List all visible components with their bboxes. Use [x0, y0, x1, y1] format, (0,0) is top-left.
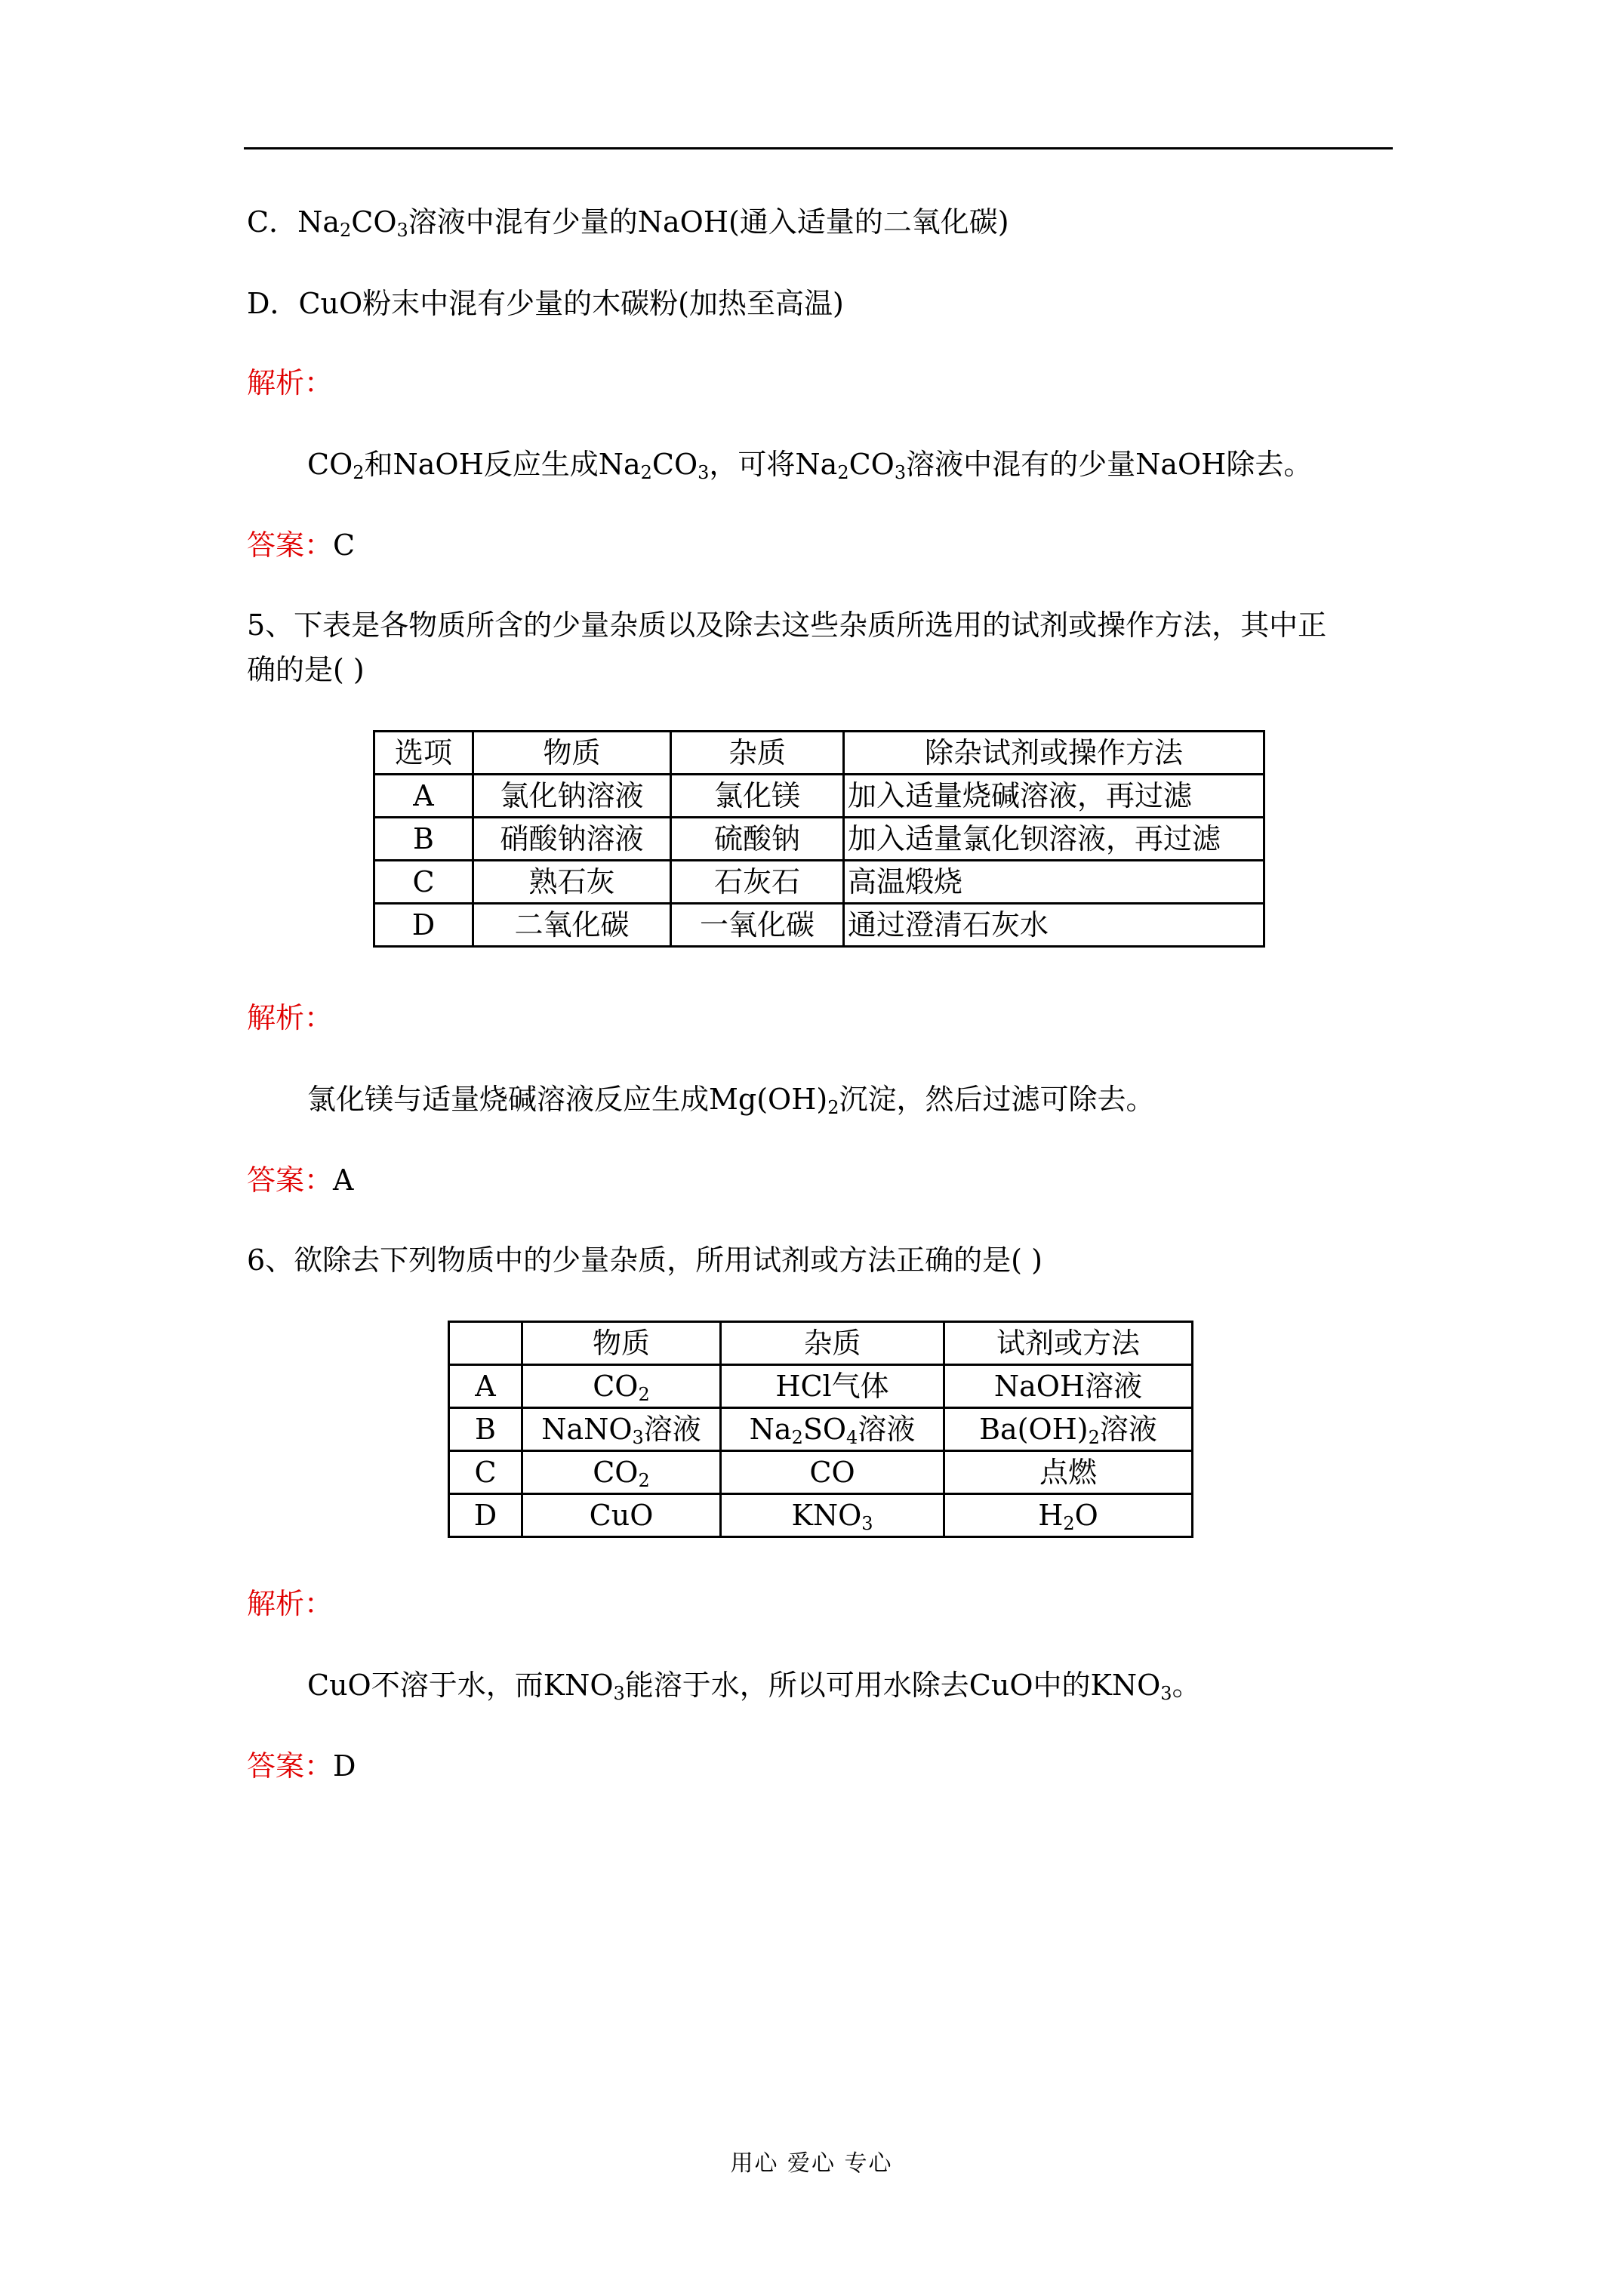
- q5-analysis-text: 氯化镁与适量烧碱溶液反应生成$Mg(OH)_2$沉淀，然后过滤可除去。: [307, 1083, 1155, 1118]
- table-cell: 熟石灰: [473, 861, 671, 904]
- q6-stem: 6、欲除去下列物质中的少量杂质，所用试剂或方法正确的是( ): [247, 1244, 1042, 1277]
- table-row: [449, 1451, 1193, 1494]
- q6-answer: 答案：D: [247, 1749, 356, 1783]
- table-cell: $H_2O$: [944, 1494, 1193, 1537]
- table-cell: 加入适量烧碱溶液，再过滤: [844, 775, 1264, 818]
- table-row: [374, 775, 1264, 818]
- table-row: [449, 1408, 1193, 1451]
- table-cell: NaNO$_3$溶液: [522, 1408, 721, 1451]
- table-cell: 硝酸钠溶液: [473, 818, 671, 861]
- q5-answer: 答案：A: [247, 1163, 354, 1197]
- table-cell: B: [374, 818, 473, 861]
- table-cell: 一氧化碳: [671, 904, 844, 947]
- header-cell: 物质: [522, 1322, 721, 1365]
- table-cell: NaOH溶液: [944, 1365, 1193, 1408]
- q6-analysis-label: 解析：: [247, 1587, 334, 1620]
- header-cell: [449, 1322, 522, 1365]
- header-cell: 试剂或方法: [944, 1322, 1193, 1365]
- table-header-row: [449, 1322, 1193, 1365]
- page-footer: 用心 爱心 专心: [730, 2150, 893, 2177]
- q6-analysis-text: CuO不溶于水，而$KNO_3$能溶于水，所以可用水除去CuO中的$KNO_3$。: [307, 1669, 1201, 1704]
- table-cell: 二氧化碳: [473, 904, 671, 947]
- table-cell: 硫酸钠: [671, 818, 844, 861]
- table-cell: 石灰石: [671, 861, 844, 904]
- table-cell: 高温煅烧: [844, 861, 1264, 904]
- table-row: [374, 818, 1264, 861]
- table-cell: B: [449, 1408, 522, 1451]
- header-cell: 除杂试剂或操作方法: [844, 732, 1264, 775]
- table-cell: A: [449, 1365, 522, 1408]
- table-row: [449, 1365, 1193, 1408]
- q6-table: [448, 1321, 1193, 1538]
- table-cell: $KNO_3$: [721, 1494, 944, 1537]
- table-cell: $CO_2$: [522, 1365, 721, 1408]
- table-row: [374, 904, 1264, 947]
- table-cell: D: [449, 1494, 522, 1537]
- table-cell: 加入适量氯化钡溶液，再过滤: [844, 818, 1264, 861]
- q4-analysis-text: $CO_2$和NaOH反应生成$Na_2CO_3$，可将$Na_2CO_3$溶液中混有的少量NaOH除去。: [307, 448, 1313, 483]
- table-row: [374, 861, 1264, 904]
- table-cell: $Na_2SO_4$溶液: [721, 1408, 944, 1451]
- header-cell: 杂质: [721, 1322, 944, 1365]
- table-cell: $Ba(OH)_2$溶液: [944, 1408, 1193, 1451]
- table-cell: CuO: [522, 1494, 721, 1537]
- header-cell: 杂质: [671, 732, 844, 775]
- table-cell: $CO_2$: [522, 1451, 721, 1494]
- q5-table: [373, 730, 1265, 948]
- q5-analysis-label: 解析：: [247, 1001, 334, 1034]
- table-cell: C: [374, 861, 473, 904]
- table-row: [449, 1494, 1193, 1537]
- header-rule: [244, 147, 1393, 149]
- q5-stem-line2: 确的是( ): [247, 653, 365, 686]
- table-cell: CO: [721, 1451, 944, 1494]
- table-cell: 通过澄清石灰水: [844, 904, 1264, 947]
- q4-analysis-label: 解析：: [247, 366, 334, 399]
- q4-option-c: C．$Na_2CO_3$溶液中混有少量的NaOH(通入适量的二氧化碳): [247, 205, 1009, 241]
- q4-option-d: D．CuO粉末中混有少量的木碳粉(加热至高温): [247, 287, 844, 320]
- table-cell: 氯化镁: [671, 775, 844, 818]
- table-cell: 点燃: [944, 1451, 1193, 1494]
- table-cell: 氯化钠溶液: [473, 775, 671, 818]
- table-header-row: [374, 732, 1264, 775]
- header-cell: 选项: [374, 732, 473, 775]
- table-cell: D: [374, 904, 473, 947]
- q4-answer: 答案：C: [247, 529, 356, 562]
- table-cell: C: [449, 1451, 522, 1494]
- table-cell: HCl气体: [721, 1365, 944, 1408]
- header-cell: 物质: [473, 732, 671, 775]
- q5-stem-line1: 5、下表是各物质所含的少量杂质以及除去这些杂质所选用的试剂或操作方法，其中正: [247, 609, 1327, 642]
- table-cell: A: [374, 775, 473, 818]
